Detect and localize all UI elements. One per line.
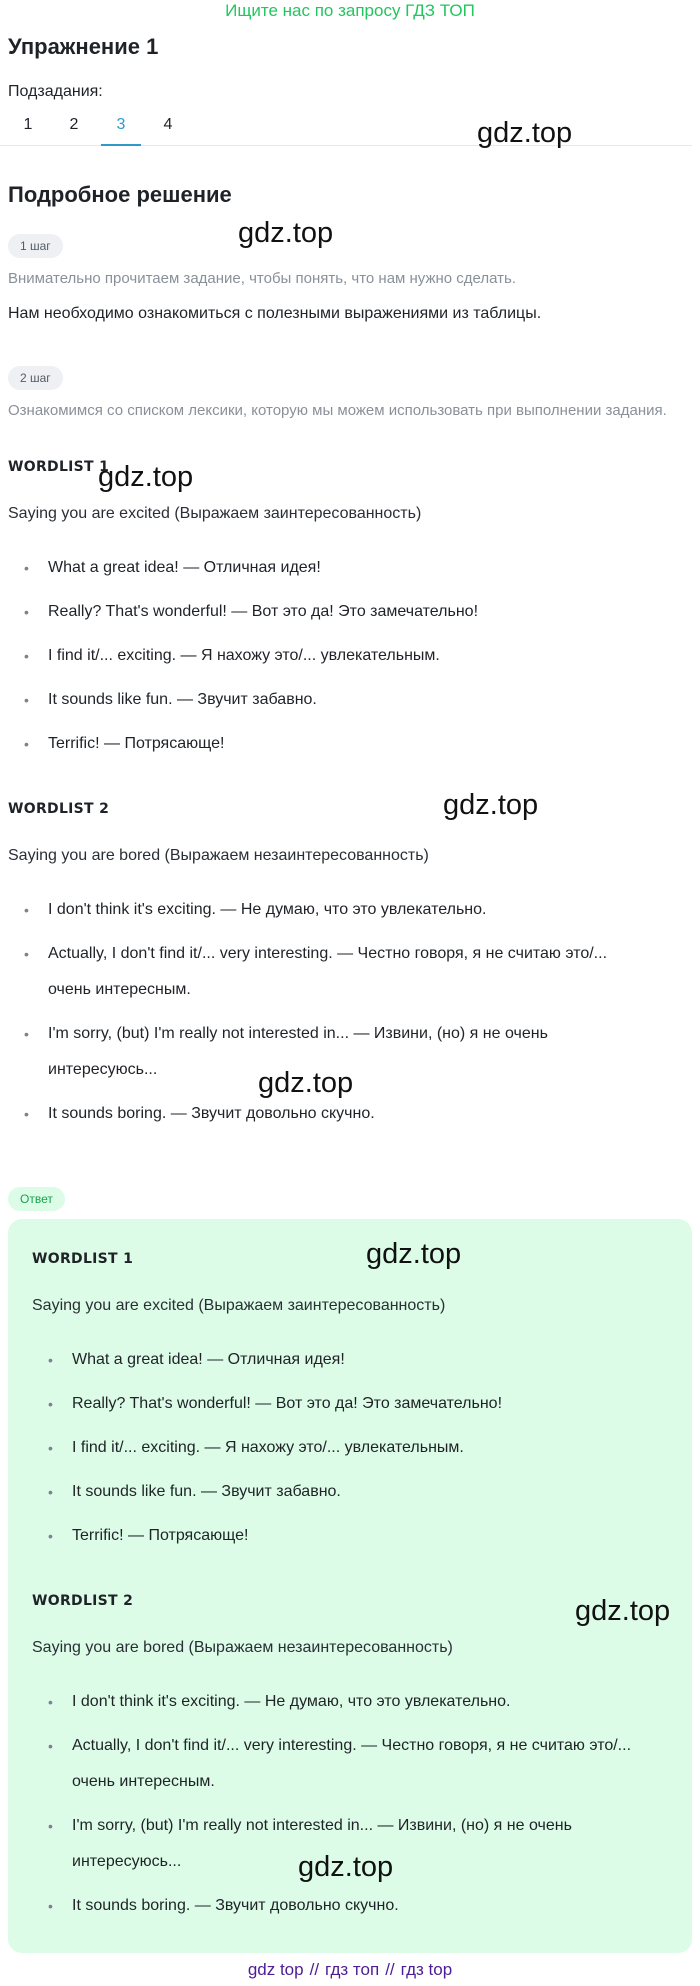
- tab-subtask-2[interactable]: 2: [69, 116, 79, 133]
- answer-wordlist-2-heading: WORDLIST 2: [32, 1593, 134, 1609]
- wordlist-2-subtitle: Saying you are bored (Выражаем незаинтересованность): [8, 847, 429, 864]
- watermark: gdz.top: [98, 461, 194, 493]
- list-item: • It sounds boring. — Звучит довольно скучно.: [8, 1096, 648, 1132]
- list-item: • I don't think it's exciting. — Не думаю, что это увлекательно.: [8, 892, 648, 928]
- exercise-title: Упражнение 1: [8, 34, 159, 59]
- answer-wordlist-2-subtitle: Saying you are bored (Выражаем незаинтересованность): [32, 1639, 453, 1656]
- tab-subtask-3[interactable]: 3: [101, 116, 141, 146]
- tab-subtask-4[interactable]: 4: [163, 116, 173, 133]
- list-item: • What a great idea! — Отличная идея!: [32, 1342, 682, 1378]
- list-item: • Actually, I don't find it/... very interesting. — Честно говоря, я не считаю это/... очень интересным.: [32, 1728, 672, 1800]
- step-1-hint: Внимательно прочитаем задание, чтобы понять, что нам нужно сделать.: [8, 270, 517, 287]
- watermark: gdz.top: [575, 1595, 671, 1627]
- footer-link-gdz-top-mixed[interactable]: гдз top: [400, 1960, 453, 1979]
- list-item: • I find it/... exciting. — Я нахожу это/... увлекательным.: [8, 638, 692, 674]
- list-item: • What a great idea! — Отличная идея!: [8, 550, 692, 586]
- wordlist-1-heading: WORDLIST 1: [8, 459, 110, 475]
- list-item: • It sounds like fun. — Звучит забавно.: [32, 1474, 682, 1510]
- step-2-hint: Ознакомимся со списком лексики, которую мы можем использовать при выполнении задания.: [8, 402, 667, 419]
- wordlist-1-list: [8, 550, 692, 762]
- watermark: gdz.top: [258, 1067, 354, 1099]
- watermark: gdz.top: [366, 1238, 462, 1270]
- answer-wordlist-1-heading: WORDLIST 1: [32, 1251, 134, 1267]
- wordlist-2-heading: WORDLIST 2: [8, 801, 110, 817]
- list-item: • Really? That's wonderful! — Вот это да! Это замечательно!: [8, 594, 692, 630]
- answer-wordlist-2-list: [32, 1684, 672, 1924]
- tab-subtask-1[interactable]: 1: [23, 116, 33, 133]
- footer-link-gdz-top[interactable]: gdz top: [247, 1960, 304, 1979]
- list-item: • I'm sorry, (but) I'm really not interested in... — Извини, (но) я не очень интересуюсь...: [32, 1808, 672, 1880]
- list-item: • It sounds boring. — Звучит довольно скучно.: [32, 1888, 672, 1924]
- list-item: • Actually, I don't find it/... very interesting. — Честно говоря, я не считаю это/... очень интересным.: [8, 936, 648, 1008]
- footer-separator: //: [309, 1960, 320, 1979]
- watermark: gdz.top: [443, 789, 539, 821]
- subtasks-tabs: [0, 108, 692, 146]
- search-banner: Ищите нас по запросу ГДЗ ТОП: [225, 1, 475, 20]
- watermark: gdz.top: [298, 1851, 394, 1883]
- list-item: • I don't think it's exciting. — Не думаю, что это увлекательно.: [32, 1684, 672, 1720]
- list-item: • Terrific! — Потрясающе!: [8, 726, 692, 762]
- answer-wordlist-1-list: [32, 1342, 682, 1554]
- answer-badge: Ответ: [8, 1187, 65, 1211]
- watermark: gdz.top: [477, 117, 573, 149]
- list-item: • Terrific! — Потрясающе!: [32, 1518, 682, 1554]
- step-2-badge: 2 шаг: [8, 366, 63, 390]
- footer-links: [0, 1960, 700, 1980]
- list-item: • I'm sorry, (but) I'm really not interested in... — Извини, (но) я не очень интересуюсь...: [8, 1016, 648, 1088]
- footer-separator: //: [385, 1960, 395, 1979]
- watermark: gdz.top: [238, 217, 334, 249]
- list-item: • Really? That's wonderful! — Вот это да! Это замечательно!: [32, 1386, 682, 1422]
- answer-box: [8, 1219, 692, 1953]
- step-1-badge: 1 шаг: [8, 234, 63, 258]
- list-item: • It sounds like fun. — Звучит забавно.: [8, 682, 692, 718]
- subtasks-label: Подзадания:: [8, 83, 103, 100]
- solution-title: Подробное решение: [8, 182, 232, 207]
- wordlist-1-subtitle: Saying you are excited (Выражаем заинтересованность): [8, 505, 422, 522]
- answer-wordlist-1-subtitle: Saying you are excited (Выражаем заинтересованность): [32, 1297, 446, 1314]
- list-item: • I find it/... exciting. — Я нахожу это/... увлекательным.: [32, 1430, 682, 1466]
- step-1-text: Нам необходимо ознакомиться с полезными выражениями из таблицы.: [8, 305, 542, 322]
- footer-link-gdz-top-ru[interactable]: гдз топ: [325, 1960, 380, 1979]
